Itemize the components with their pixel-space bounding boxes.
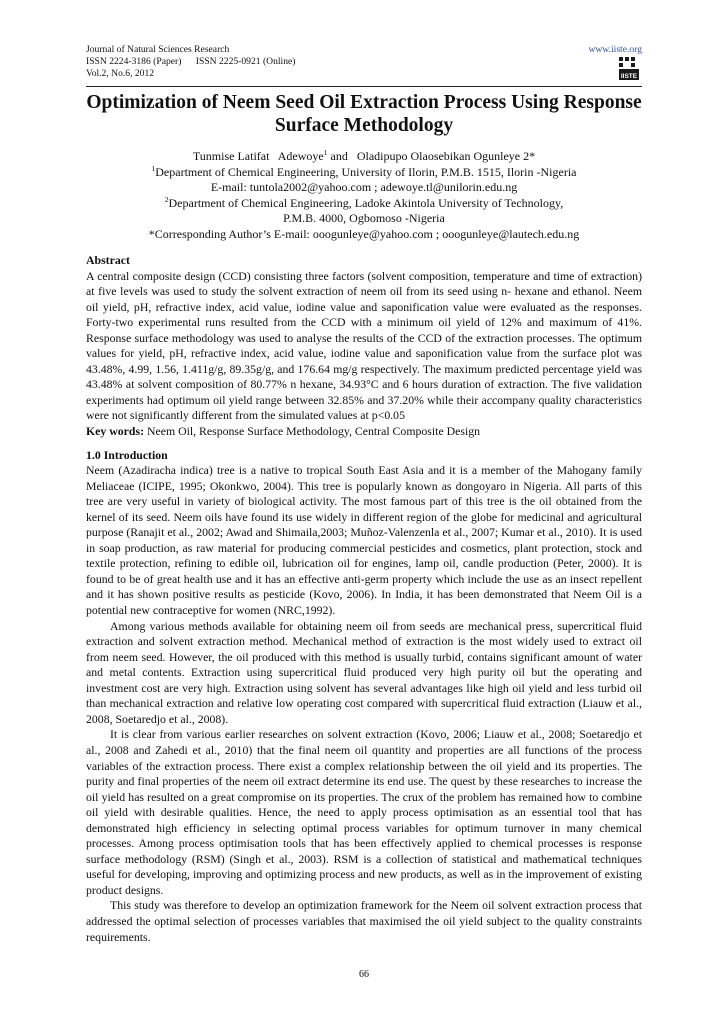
affiliation-2-address: P.M.B. 4000, Ogbomoso -Nigeria <box>283 211 445 226</box>
journal-name: Journal of Natural Sciences Research <box>86 44 230 55</box>
title-line-2: Surface Methodology <box>274 115 454 136</box>
author-block <box>86 149 642 243</box>
author-email-1: E-mail: tuntola2002@yahoo.com ; adewoye.tl@unilorin.edu.ng <box>210 180 518 195</box>
journal-info <box>86 44 642 79</box>
paper-body <box>86 253 642 945</box>
intro-paragraph-3: It is clear from various earlier researches on solvent extraction (Kovo, 2006; Liauw et al., 2008; Soetaredjo et al., 2008 and Zahedi et al., 2010) that the final neem oil quantity and properties are all functions of the process variables of the extraction process. There exist a complex relationship between the oil yield and its properties. The purity and final properties of the neem oil extract determine its end use. The quest by these researches to increase the oil yield has resulted on a great compromise on its properties. The crux of the problem has remained how to combine oil yield with desirable qualities. Hence, the need to apply process optimisation as an essential tool that has demonstrated high efficiency in selecting optimal process variables for optimum turnover in many chemical processes. Among process optimisation tools that has been effectively applied to chemical processes is response surface methodology (RSM) (Singh et al., 2003). RSM is a collection of statistical and mathematical techniques useful for developing, improving and optimizing process and new products, as well as in the improvement of existing product designs. <box>86 727 642 897</box>
journal-url-link[interactable]: www.iiste.org <box>588 44 642 55</box>
issn-line: ISSN 2224-3186 (Paper) ISSN 2225-0921 (Online) <box>86 55 296 67</box>
author-names: Tunmise Latifat Adewoye$^1$ and Oladipupo Olaosebikan Ogunleye 2* <box>192 148 536 163</box>
keywords-label: Key words: <box>86 424 144 439</box>
intro-paragraph-4: This study was therefore to develop an optimization framework for the Neem oil solvent extraction process that addressed the optimal selection of processes variables that maximised the oil yield subject to the quality constraints requirements. <box>86 898 642 944</box>
keywords-list: Neem Oil, Response Surface Methodology, Central Composite Design <box>144 424 481 439</box>
intro-paragraph-2: Among various methods available for obtaining neem oil from seeds are mechanical press, supercritical fluid extraction and solvent extraction method. Mechanical method of extraction is the most widely used to extract oil from neem seed. However, the oil produced with this method is usually turbid, contains significant amount of water and metal contents. Extraction using supercritical fluid produced very high purity oil but the operating and investment cost are very high. Extraction using solvent has several advantages like high oil yield and less turbid oil than mechanical extraction and relative low operating cost compared with supercritical fluid extraction (Liauw et al., 2008, Soetaredjo et al., 2008). <box>86 618 642 726</box>
paper-title <box>86 91 642 137</box>
keywords-line <box>86 424 642 440</box>
logo-lettering: IISTE <box>620 73 638 80</box>
abstract-heading: Abstract <box>86 253 130 267</box>
affiliation-1: $^1$Department of Chemical Engineering, University of Ilorin, P.M.B. 1515, Ilorin -Nigeria <box>151 163 577 179</box>
corresponding-author: *Corresponding Author’s E-mail: ooogunleye@yahoo.com ; ooogunleye@lautech.edu.ng <box>148 226 580 241</box>
running-header <box>86 44 642 80</box>
title-line-1: Optimization of Neem Seed Oil Extraction Process Using Response <box>86 92 642 113</box>
volume-line: Vol.2, No.6, 2012 <box>86 67 155 79</box>
page-number: 66 <box>359 969 369 980</box>
header-rule <box>86 86 642 87</box>
intro-paragraph-1: Neem (Azadiracha indica) tree is a native to tropical South East Asia and it is a member of the Mahogany family Meliaceae (ICIPE, 1995; Okonkwo, 2004). This tree is popularly known as dongoyaro in Nigeria. All parts of this tree are very useful in variety of biological activity. The most famous part of this tree is the oil obtained from the kernel of its seed. Neem oils have found its use widely in different region of the globe for medicinal and agricultural purpose (Ranajit et al., 2002; Awad and Shimaila,2003; Muñoz-Valenzenla et al., 2007; Kumar et al., 2010). It is used in soap production, as raw material for producing commercial pesticides and cosmetics, plant protection, stock and textile protection, refining to edible oil, lubrication oil for engines, lamp oil, candle production (Peter, 2000). It is found to be of great health use and it has an effective anti-germ property which include the use as an insect repellent and it has shown positive results as pesticide (Kovo, 2006). In India, it has been demonstrated that Neem Oil is a potential new contraceptive for women (NRC,1992). <box>86 463 642 618</box>
abstract-text: A central composite design (CCD) consisting three factors (solvent composition, temperature and time of extraction) at five levels was used to study the solvent extraction of neem oil from its seed using n- hexane and ethanol. Neem oil yield, pH, refractive index, acid value, iodine value and saponification value were evaluated as the responses. Forty-two experimental runs resulted from the CCD with a minimum oil yield of 12% and maximum of 41%. Response surface methodology was used to analyse the results of the CCD of the extraction processes. The optimum values for yield, pH, refractive index, acid value, iodine value and saponification value from the surface plot was 43.48%, 4.99, 1.56, 1.411g/g, 89.35g/g, and 176.64 mg/g respectively. The maximum predicted percentage yield was 43.48% at solvent composition of 80.77% n hexane, 34.93°C and 6 hours duration of extraction. The five validation experiments had optimum oil yield range between 32.85% and 37.20% while their accompany quality characteristics were not significantly different from the simulated values at p<0.05 <box>86 268 642 423</box>
affiliation-2: $^2$Department of Chemical Engineering, Ladoke Akintola University of Technology, <box>164 194 564 210</box>
introduction-heading: 1.0 Introduction <box>86 447 168 462</box>
iiste-logo-icon <box>618 57 640 81</box>
